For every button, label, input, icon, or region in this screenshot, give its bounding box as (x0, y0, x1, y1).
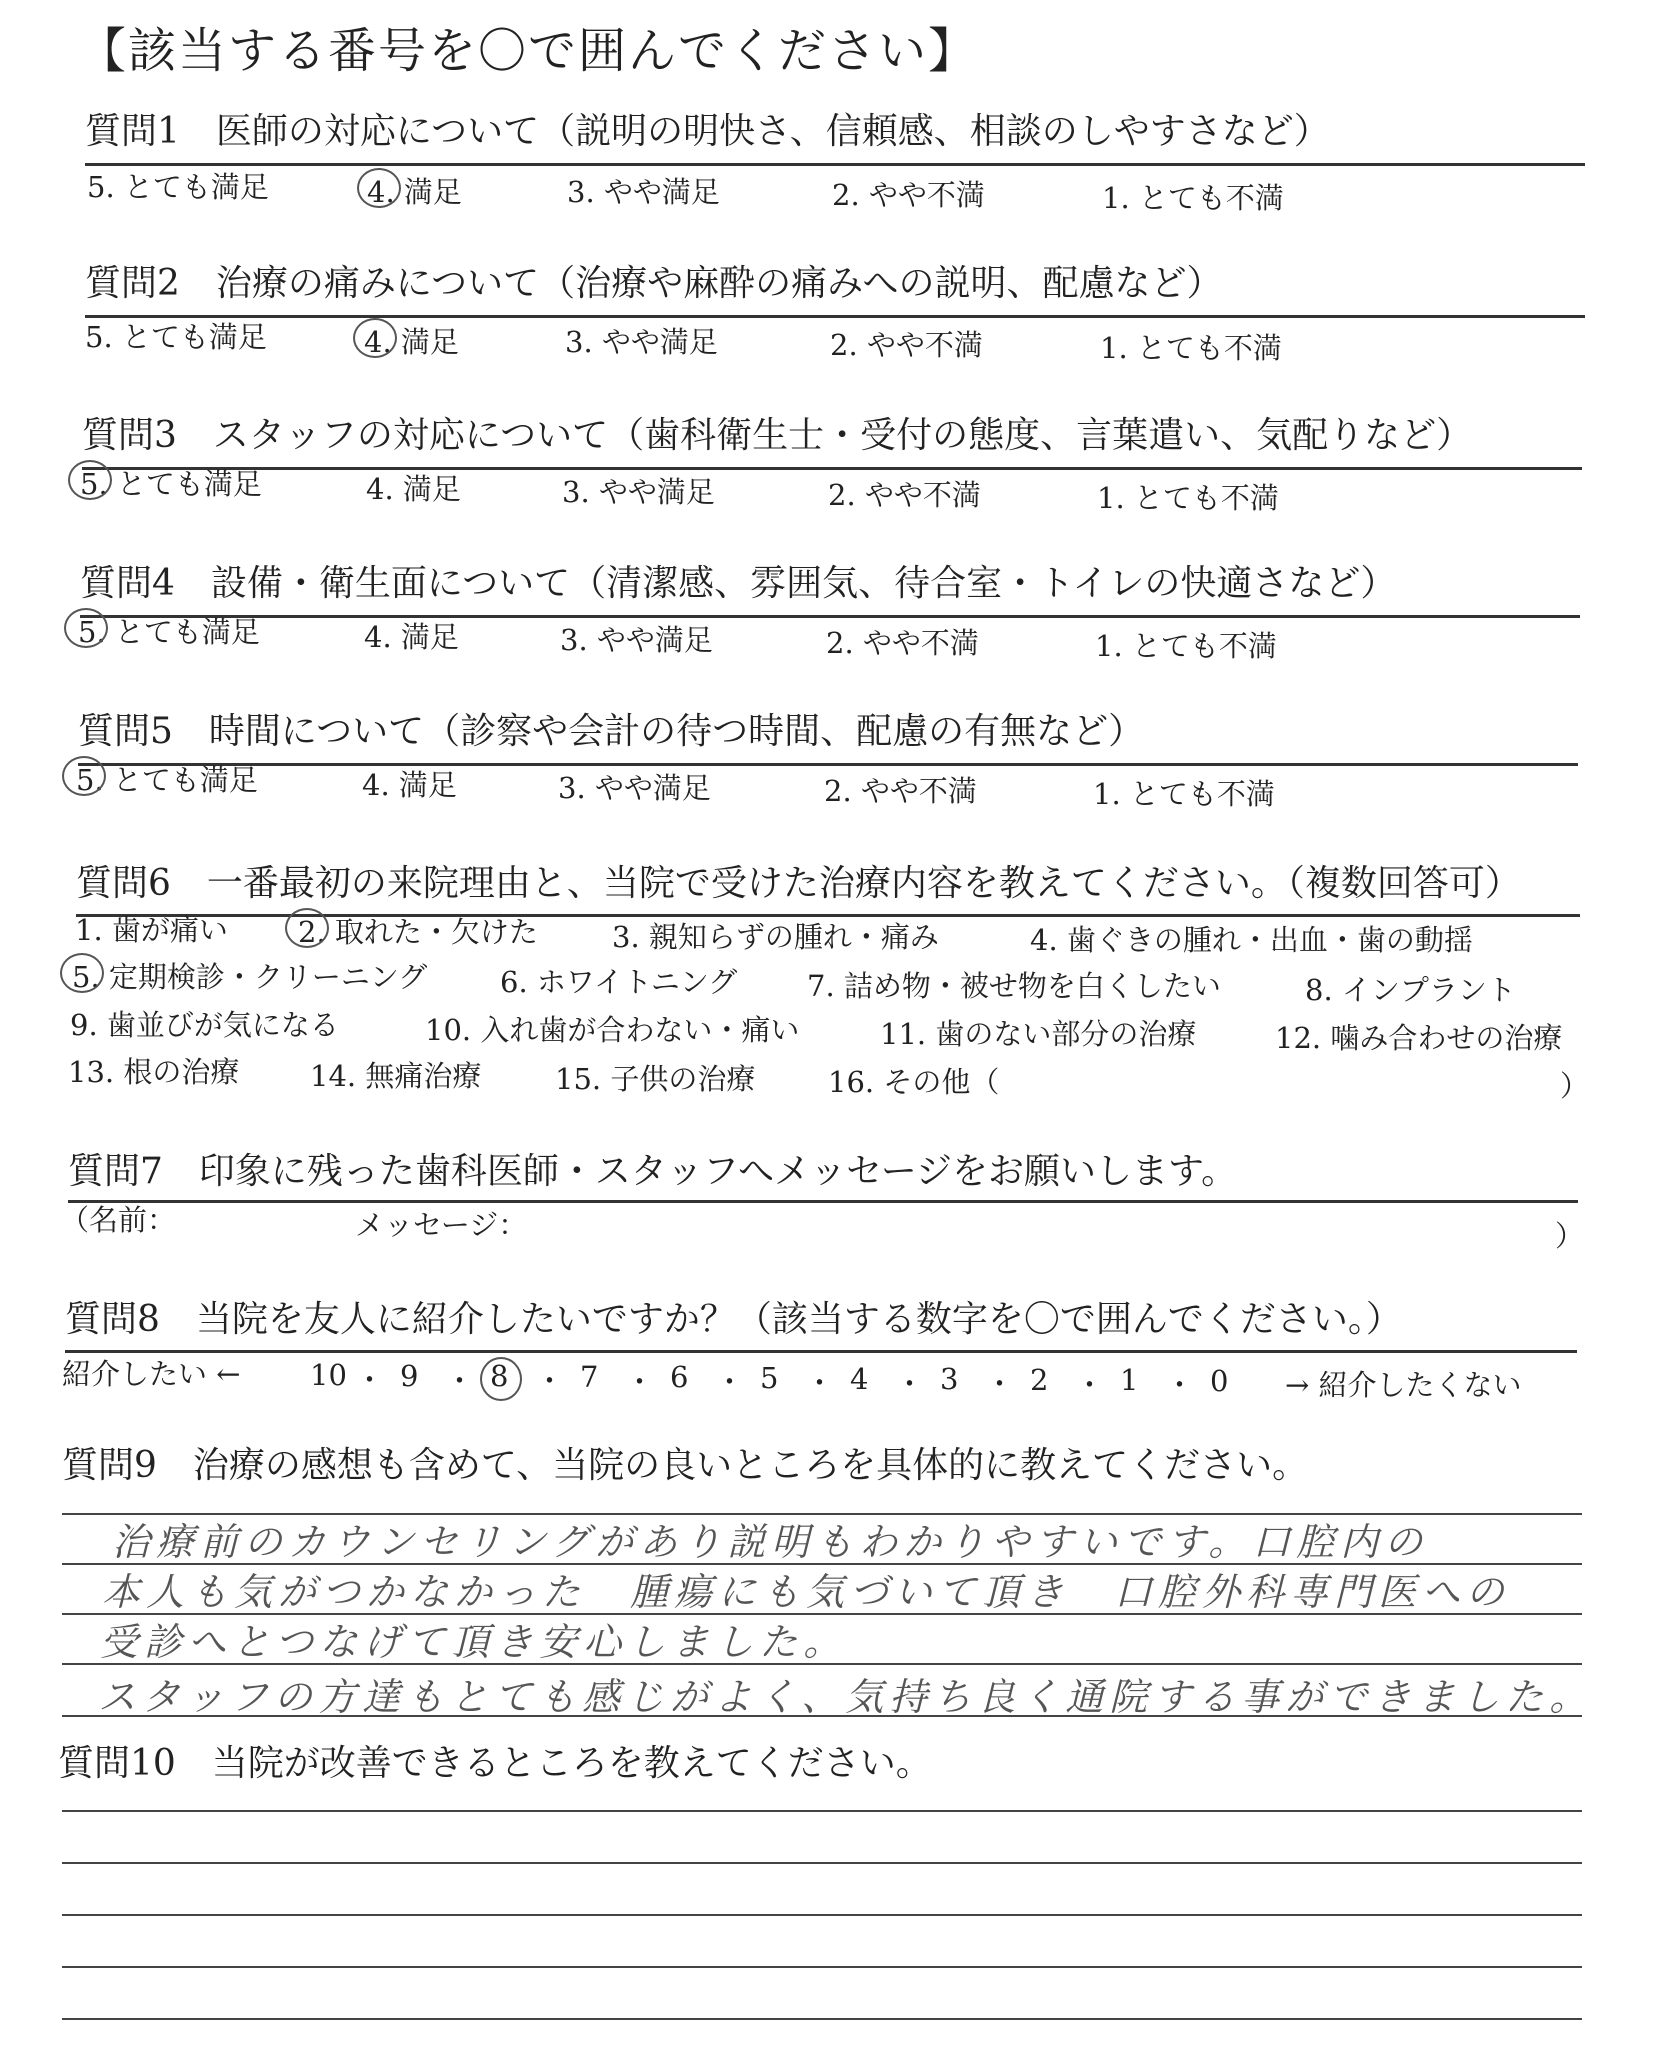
q9-answer-line-3: 受診へとつなげて頂き安心しました。 (100, 1620, 848, 1664)
q8-title: 質問8 当院を友人に紹介したいですか？（該当する数字を〇で囲んでください。） (65, 1299, 1402, 1340)
q2-option-2[interactable]: 2. やや不満 (830, 328, 983, 362)
answer-line (62, 2018, 1582, 2020)
q1-option-3[interactable]: 3. やや満足 (567, 175, 720, 209)
q6-option-8[interactable]: 8. インプラント (1305, 973, 1516, 1007)
q5-title: 質問5 時間について（診察や会計の待つ時間、配慮の有無など） (78, 711, 1145, 752)
q3-option-3[interactable]: 3. やや満足 (562, 475, 715, 509)
q8-scale-7[interactable]: 7 (580, 1359, 599, 1394)
answer-line (62, 1966, 1582, 1968)
q6-option-6[interactable]: 6. ホワイトニング (500, 965, 738, 999)
q1-selected-circle (357, 168, 401, 208)
q4-rule (80, 615, 1580, 618)
q6-option-5[interactable]: 5. 定期検診・クリーニング (72, 960, 428, 994)
q6-option-11[interactable]: 11. 歯のない部分の治療 (880, 1017, 1197, 1051)
q4-option-1[interactable]: 1. とても不満 (1095, 629, 1277, 663)
q6-option-2[interactable]: 2. 取れた・欠けた (298, 915, 538, 949)
q4-option-4[interactable]: 4. 満足 (364, 620, 459, 654)
q1-title: 質問1 医師の対応について（説明の明快さ、信頼感、相談のしやすさなど） (85, 111, 1330, 152)
q6-option-15[interactable]: 15. 子供の治療 (555, 1062, 756, 1096)
q10-title: 質問10 当院が改善できるところを教えてください。 (58, 1743, 932, 1784)
answer-line (62, 1914, 1582, 1916)
q2-option-4[interactable]: 4. 満足 (364, 325, 459, 359)
q3-option-2[interactable]: 2. やや不満 (828, 478, 981, 512)
page-header: 【該当する番号を〇で囲んでください】 (78, 23, 979, 79)
q6-option-10[interactable]: 10. 入れ歯が合わない・痛い (425, 1013, 800, 1047)
q3-title: 質問3 スタッフの対応について（歯科衛生士・受付の態度、言葉遣い、気配りなど） (82, 415, 1473, 456)
q8-scale-separator: ・ (355, 1363, 385, 1397)
q8-right-label: → 紹介したくない (1285, 1368, 1522, 1402)
q8-scale-separator: ・ (715, 1365, 745, 1400)
q7-message-label: メッセージ： (355, 1208, 528, 1242)
q8-scale-separator: ・ (625, 1364, 655, 1399)
q5-option-4[interactable]: 4. 満足 (362, 768, 457, 802)
q8-scale-10[interactable]: 10 (310, 1358, 347, 1392)
q6-option-4[interactable]: 4. 歯ぐきの腫れ・出血・歯の動揺 (1030, 923, 1473, 957)
q5-option-5[interactable]: 5. とても満足 (76, 763, 258, 797)
q6-option-9[interactable]: 9. 歯並びが気になる (70, 1008, 339, 1042)
q2-rule (85, 315, 1585, 318)
q8-scale-4[interactable]: 4 (850, 1361, 869, 1396)
q8-scale-5[interactable]: 5 (760, 1361, 779, 1395)
q7-title: 質問7 印象に残った歯科医師・スタッフへメッセージをお願いします。 (68, 1151, 1238, 1192)
q8-scale-9[interactable]: 9 (400, 1358, 419, 1393)
q8-scale (300, 1358, 1250, 1403)
q6-option-1[interactable]: 1. 歯が痛い (75, 913, 228, 947)
q5-option-3[interactable]: 3. やや満足 (558, 771, 711, 805)
q9-answer-line-1: 治療前のカウンセリングがあり説明もわかりやすいです。口腔内の (112, 1520, 1429, 1564)
q2-selected-circle (353, 318, 397, 358)
q8-scale-separator: ・ (1075, 1367, 1105, 1402)
q1-option-2[interactable]: 2. やや不満 (832, 178, 985, 212)
q1-rule (85, 163, 1585, 166)
q8-scale-2[interactable]: 2 (1030, 1362, 1049, 1397)
q2-option-5[interactable]: 5. とても満足 (85, 320, 267, 354)
q8-scale-separator: ・ (445, 1363, 475, 1398)
q3-option-1[interactable]: 1. とても不満 (1097, 481, 1279, 515)
q6-title: 質問6 一番最初の来院理由と、当院で受けた治療内容を教えてください。（複数回答可） (76, 863, 1521, 904)
q8-scale-separator: ・ (1165, 1368, 1195, 1403)
q8-selected-circle (480, 1357, 522, 1401)
q6-close-paren: ） (1560, 1069, 1590, 1103)
q8-scale-separator: ・ (895, 1366, 925, 1401)
q7-close-paren: ） (1555, 1219, 1585, 1253)
q6-option-14[interactable]: 14. 無痛治療 (310, 1059, 482, 1093)
q8-scale-8[interactable]: 8 (490, 1359, 509, 1394)
q8-scale-1[interactable]: 1 (1120, 1363, 1139, 1398)
q9-answer-line-4: スタッフの方達もとても感じがよく、気持ち良く通院する事ができました。 (98, 1675, 1594, 1719)
q2-option-3[interactable]: 3. やや満足 (565, 325, 718, 359)
q6-option-12[interactable]: 12. 噛み合わせの治療 (1275, 1021, 1563, 1055)
q8-scale-6[interactable]: 6 (670, 1360, 689, 1395)
answer-line (62, 1862, 1582, 1864)
q8-rule (65, 1350, 1577, 1353)
q8-scale-separator: ・ (985, 1367, 1015, 1402)
q2-option-1[interactable]: 1. とても不満 (1100, 331, 1282, 365)
q7-rule (68, 1200, 1578, 1203)
q1-option-4[interactable]: 4. 満足 (367, 175, 462, 209)
q6-option-7[interactable]: 7. 詰め物・被せ物を白くしたい (807, 969, 1221, 1003)
q6-option-16[interactable]: 16. その他（ (828, 1065, 1000, 1099)
q2-title: 質問2 治療の痛みについて（治療や麻酔の痛みへの説明、配慮など） (85, 263, 1223, 304)
q7-name-label: （名前： (60, 1203, 177, 1237)
q3-option-5[interactable]: 5. とても満足 (80, 467, 262, 501)
q6-option-3[interactable]: 3. 親知らずの腫れ・痛み (612, 920, 939, 954)
q3-rule (82, 467, 1582, 470)
q8-left-label: 紹介したい ← (62, 1357, 241, 1391)
q5-option-1[interactable]: 1. とても不満 (1093, 777, 1275, 811)
q4-option-3[interactable]: 3. やや満足 (560, 623, 713, 657)
q3-selected-circle (68, 460, 112, 500)
q8-scale-0[interactable]: 0 (1210, 1364, 1229, 1398)
q5-selected-circle (62, 756, 106, 796)
q8-scale-separator: ・ (805, 1366, 835, 1400)
q8-scale-separator: ・ (535, 1364, 565, 1399)
q6-selected-circle-5 (60, 953, 104, 993)
answer-line (62, 1810, 1582, 1812)
q4-title: 質問4 設備・衛生面について（清潔感、雰囲気、待合室・トイレの快適さなど） (80, 563, 1397, 604)
q9-answer-line-2: 本人も気がつかなかった 腫瘍にも気づいて頂き 口腔外科専門医への (102, 1570, 1511, 1614)
q1-option-1[interactable]: 1. とても不満 (1102, 181, 1284, 215)
q4-option-2[interactable]: 2. やや不満 (826, 626, 979, 660)
q5-option-2[interactable]: 2. やや不満 (824, 774, 977, 808)
q4-option-5[interactable]: 5. とても満足 (78, 615, 260, 649)
q8-scale-3[interactable]: 3 (940, 1362, 959, 1397)
q6-option-13[interactable]: 13. 根の治療 (68, 1055, 240, 1089)
q4-selected-circle (64, 608, 108, 648)
q3-option-4[interactable]: 4. 満足 (366, 472, 461, 506)
q5-rule (78, 763, 1578, 766)
q6-selected-circle-2 (285, 908, 329, 948)
q1-option-5[interactable]: 5. とても満足 (87, 170, 269, 204)
q9-title: 質問9 治療の感想も含めて、当院の良いところを具体的に教えてください。 (62, 1445, 1309, 1486)
